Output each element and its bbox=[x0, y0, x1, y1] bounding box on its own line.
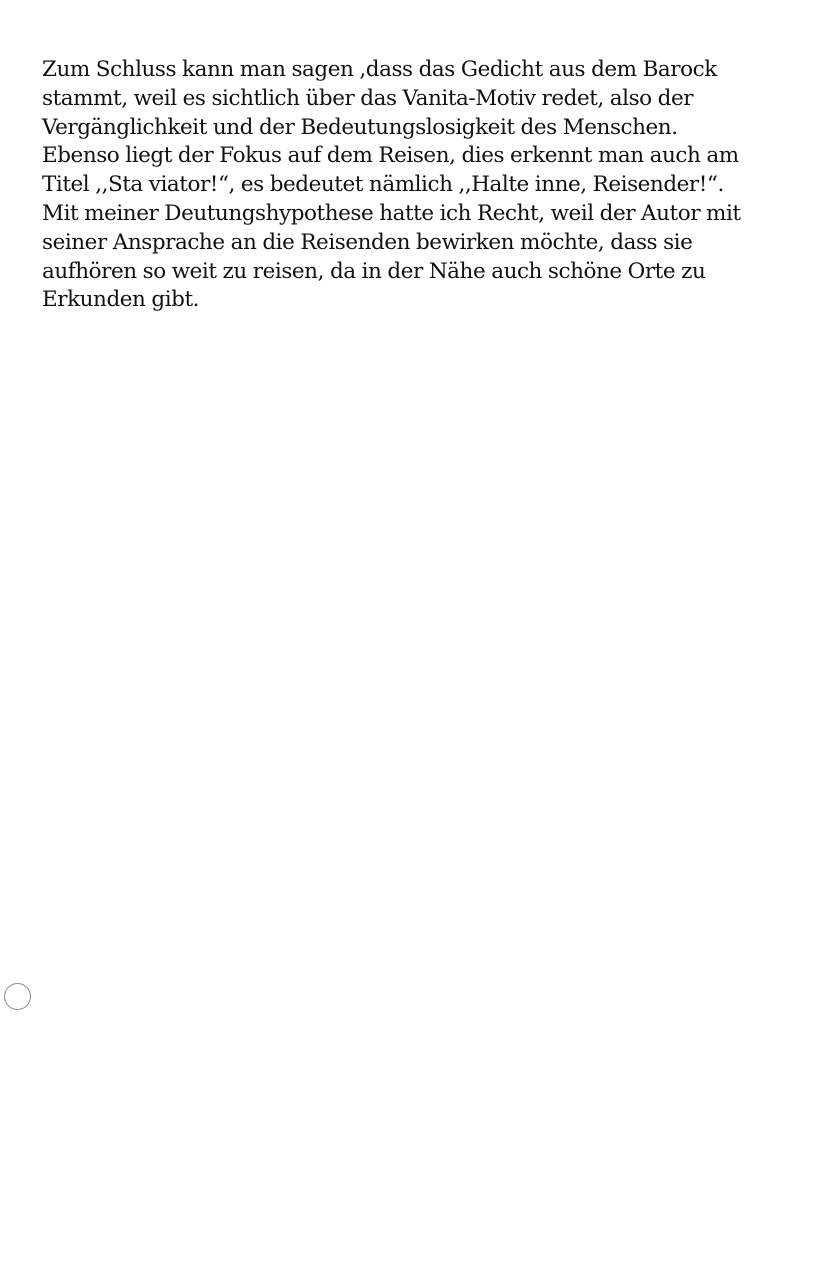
paragraph-line-2: stammt, weil es sichtlich über das Vanita-Motiv redet, also der bbox=[42, 85, 694, 111]
paragraph-line-9: Erkunden gibt. bbox=[42, 287, 200, 313]
paragraph-line-5: Titel ,,Sta viator!“, es bedeutet nämlich ,,Halte inne, Reisender!“. bbox=[42, 172, 724, 198]
paragraph-line-6: Mit meiner Deutungshypothese hatte ich Recht, weil der Autor mit bbox=[42, 200, 741, 226]
paragraph-line-4: Ebenso liegt der Fokus auf dem Reisen, dies erkennt man auch am bbox=[42, 143, 739, 169]
circle-icon[interactable] bbox=[4, 983, 31, 1010]
paragraph-line-7: seiner Ansprache an die Reisenden bewirken möchte, dass sie bbox=[42, 229, 693, 255]
paragraph-line-1: Zum Schluss kann man sagen ,dass das Gedicht aus dem Barock bbox=[42, 57, 717, 82]
paragraph-line-3: Vergänglichkeit und der Bedeutungslosigkeit des Menschen. bbox=[42, 114, 678, 140]
paragraph-line-8: aufhören so weit zu reisen, da in der Nähe auch schöne Orte zu bbox=[42, 258, 706, 284]
conclusion-paragraph bbox=[42, 56, 828, 315]
